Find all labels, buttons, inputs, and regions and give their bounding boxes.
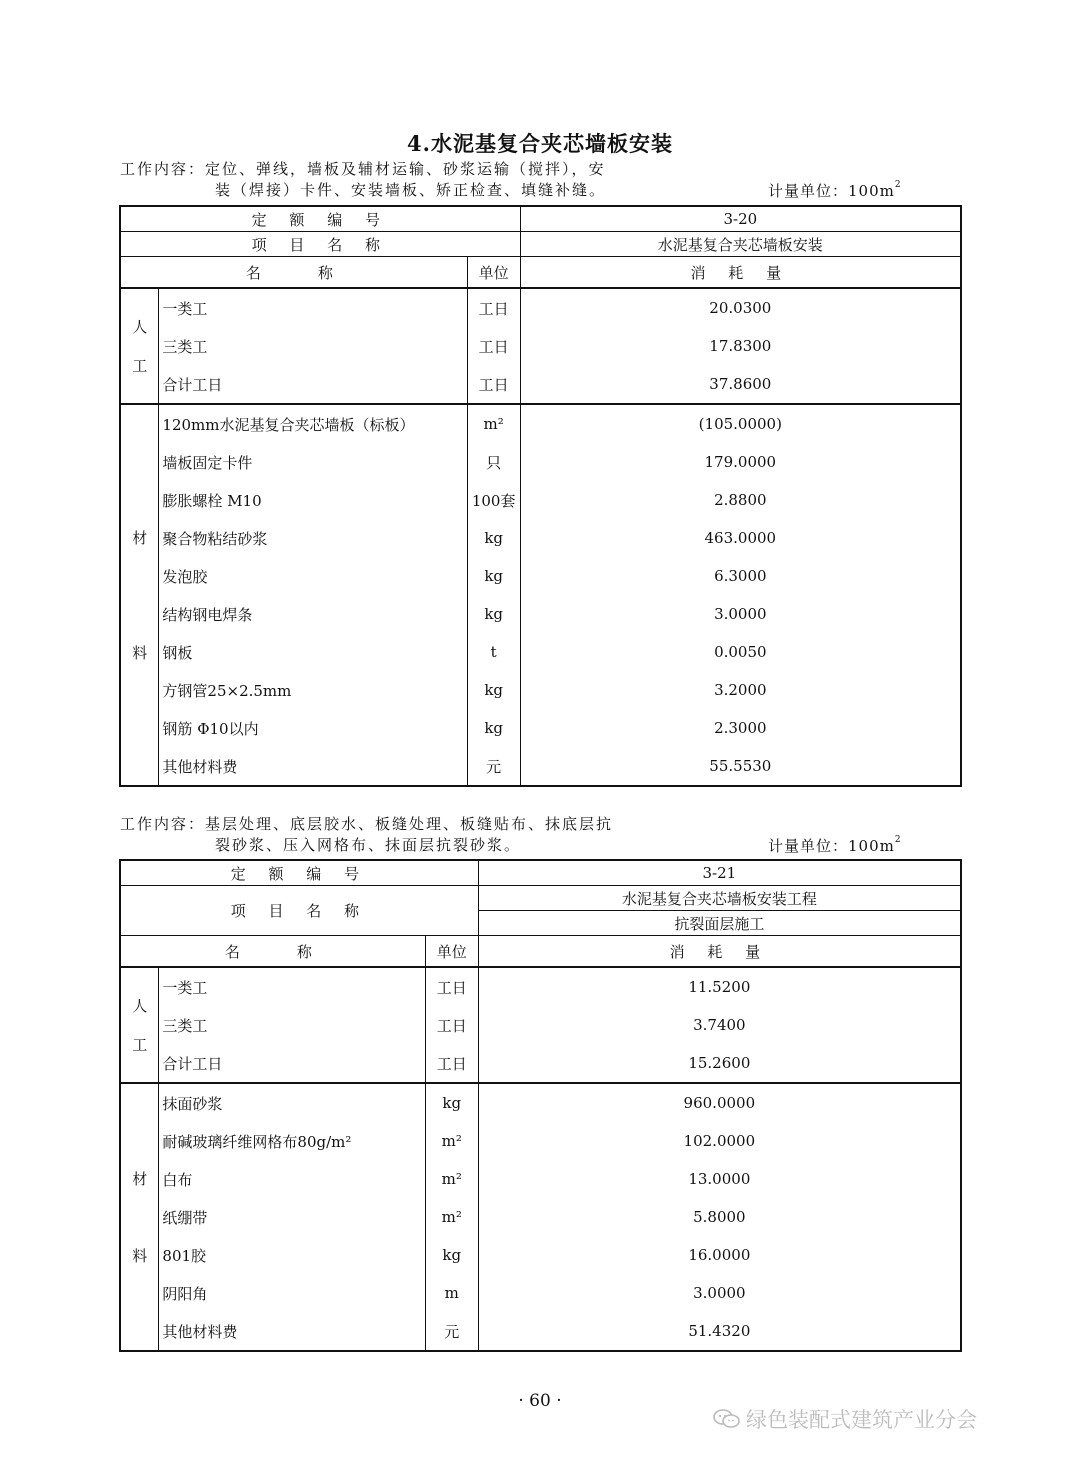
table-row-qty: 37.8600: [520, 365, 961, 404]
table-row-name: 墙板固定卡件: [159, 443, 467, 481]
table-row-name: 合计工日: [159, 365, 467, 404]
table-row-name: 方钢管25×2.5mm: [159, 671, 467, 709]
item-name-label: 项 目 名 称: [120, 232, 520, 257]
table-row-unit: m²: [425, 1198, 478, 1236]
table-row-qty: 3.0000: [520, 595, 961, 633]
unit-label-2: 计量单位：$100m^2$: [768, 835, 902, 855]
quota-no: 3-20: [520, 206, 961, 232]
table-row-unit: 工日: [467, 365, 520, 404]
table-row-name: 合计工日: [159, 1044, 425, 1083]
table-row-qty: 3.7400: [478, 1006, 961, 1044]
table-row-qty: 0.0050: [520, 633, 961, 671]
table-row-unit: 元: [425, 1312, 478, 1351]
col-header-unit: 单位: [425, 936, 478, 968]
col-header-name: 名 称: [120, 257, 467, 289]
table-row-unit: 只: [467, 443, 520, 481]
quota-no: 3-21: [478, 860, 961, 886]
table-row-unit: kg: [467, 557, 520, 595]
category-labor: 人 工: [120, 967, 159, 1083]
table-row-unit: kg: [425, 1236, 478, 1274]
table-row-qty: 15.2600: [478, 1044, 961, 1083]
table-row-unit: 工日: [467, 288, 520, 327]
work-content-2-line2: 裂砂浆、压入网格布、抹面层抗裂砂浆。: [215, 836, 522, 854]
table-row-name: 一类工: [159, 967, 425, 1006]
table-row-qty: 17.8300: [520, 327, 961, 365]
table-row-unit: kg: [467, 709, 520, 747]
table-row-qty: 2.3000: [520, 709, 961, 747]
table-row-unit: t: [467, 633, 520, 671]
watermark-text: 绿色装配式建筑产业分会: [746, 1408, 977, 1432]
quota-table-1: [119, 205, 962, 787]
table-row-qty: 6.3000: [520, 557, 961, 595]
table-row-qty: 5.8000: [478, 1198, 961, 1236]
table-row-name: 120mm水泥基复合夹芯墙板（标板）: [159, 404, 467, 443]
table-row-name: 结构钢电焊条: [159, 595, 467, 633]
table-row-name: 发泡胶: [159, 557, 467, 595]
table-row-qty: 3.0000: [478, 1274, 961, 1312]
quota-table-2: [119, 859, 962, 1352]
quota-no-label: 定 额 编 号: [120, 860, 478, 886]
page-number: · 60 ·: [518, 1391, 562, 1411]
item-name-line1: 水泥基复合夹芯墙板安装工程: [478, 886, 961, 911]
table-row-qty: 20.0300: [520, 288, 961, 327]
table-row-qty: 179.0000: [520, 443, 961, 481]
table-row-qty: 13.0000: [478, 1160, 961, 1198]
col-header-qty: 消 耗 量: [478, 936, 961, 968]
table-row-qty: 55.5530: [520, 747, 961, 786]
work-content-2-line1: 工作内容：基层处理、底层胶水、板缝处理、板缝贴布、抹底层抗: [120, 815, 614, 833]
category-material: 材 料: [120, 1083, 159, 1351]
table-row-qty: 102.0000: [478, 1122, 961, 1160]
table-row-unit: kg: [467, 519, 520, 557]
table-row-qty: 51.4320: [478, 1312, 961, 1351]
table-row-qty: 2.8800: [520, 481, 961, 519]
table-row-name: 纸绷带: [159, 1198, 425, 1236]
table-row-name: 其他材料费: [159, 1312, 425, 1351]
col-header-name: 名 称: [120, 936, 425, 968]
table-row-name: 一类工: [159, 288, 467, 327]
table-row-name: 钢筋 Φ10以内: [159, 709, 467, 747]
table-row-unit: kg: [425, 1083, 478, 1122]
table-row-qty: 960.0000: [478, 1083, 961, 1122]
item-name-line2: 抗裂面层施工: [478, 911, 961, 936]
table-row-unit: 工日: [425, 967, 478, 1006]
category-labor: 人 工: [120, 288, 159, 404]
table-row-name: 钢板: [159, 633, 467, 671]
table-row-unit: kg: [467, 671, 520, 709]
work-content-1: [120, 159, 606, 201]
page-title: 4.水泥基复合夹芯墙板安装: [407, 131, 673, 156]
col-header-qty: 消 耗 量: [520, 257, 961, 289]
table-row-unit: m: [425, 1274, 478, 1312]
table-row-unit: m²: [425, 1160, 478, 1198]
table-row-name: 三类工: [159, 327, 467, 365]
table-row-qty: 463.0000: [520, 519, 961, 557]
table-row-name: 三类工: [159, 1006, 425, 1044]
table-row-qty: 16.0000: [478, 1236, 961, 1274]
table-row-name: 白布: [159, 1160, 425, 1198]
wechat-icon: [712, 1408, 742, 1430]
work-content-1-line1: 工作内容：定位、弹线，墙板及辅材运输、砂浆运输（搅拌），安: [120, 160, 606, 178]
watermark: [712, 1404, 977, 1434]
table-row-name: 其他材料费: [159, 747, 467, 786]
table-row-unit: 100套: [467, 481, 520, 519]
item-name: 水泥基复合夹芯墙板安装: [520, 232, 961, 257]
table-row-name: 聚合物粘结砂浆: [159, 519, 467, 557]
work-content-1-line2: 装（焊接）卡件、安装墙板、矫正检查、填缝补缝。: [215, 181, 607, 199]
table-row-qty: 3.2000: [520, 671, 961, 709]
work-content-2: [120, 814, 613, 856]
unit-label-1: 计量单位：$100m^2$: [768, 180, 902, 200]
quota-no-label: 定 额 编 号: [120, 206, 520, 232]
item-name-label: 项 目 名 称: [120, 886, 478, 936]
table-row-unit: 工日: [425, 1044, 478, 1083]
table-row-qty: 11.5200: [478, 967, 961, 1006]
table-row-unit: kg: [467, 595, 520, 633]
table-row-unit: 元: [467, 747, 520, 786]
table-row-name: 耐碱玻璃纤维网格布80g/m²: [159, 1122, 425, 1160]
table-row-name: 阴阳角: [159, 1274, 425, 1312]
category-material: 材 料: [120, 404, 159, 786]
col-header-unit: 单位: [467, 257, 520, 289]
table-row-unit: m²: [425, 1122, 478, 1160]
table-row-name: 801胶: [159, 1236, 425, 1274]
table-row-qty: (105.0000): [520, 404, 961, 443]
table-row-unit: m²: [467, 404, 520, 443]
table-row-name: 抹面砂浆: [159, 1083, 425, 1122]
table-row-unit: 工日: [467, 327, 520, 365]
table-row-name: 膨胀螺栓 M10: [159, 481, 467, 519]
table-row-unit: 工日: [425, 1006, 478, 1044]
